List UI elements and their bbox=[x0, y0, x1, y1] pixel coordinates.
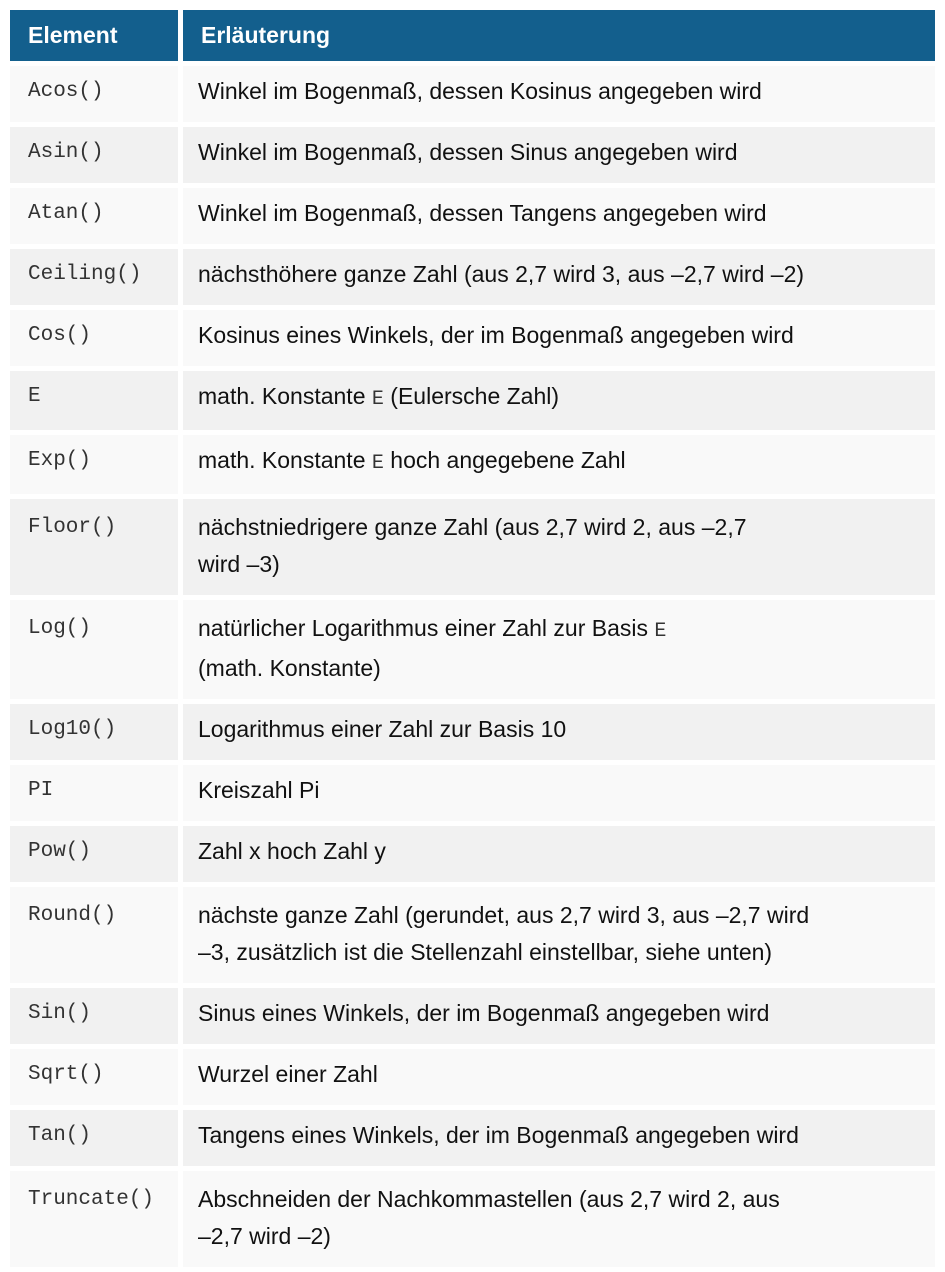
table-row bbox=[10, 371, 935, 430]
table-row bbox=[10, 826, 935, 882]
explanation-text: math. Konstante bbox=[198, 447, 372, 473]
explanation-text: Kreiszahl Pi bbox=[198, 777, 320, 803]
explanation-text: math. Konstante bbox=[198, 383, 372, 409]
explanation-cell bbox=[183, 765, 935, 821]
explanation-cell bbox=[183, 499, 935, 595]
explanation-cell bbox=[183, 310, 935, 366]
table-body bbox=[10, 66, 935, 1267]
table-row bbox=[10, 704, 935, 760]
explanation-cell bbox=[183, 988, 935, 1044]
explanation-cell bbox=[183, 127, 935, 183]
table-row bbox=[10, 1171, 935, 1267]
table-row bbox=[10, 499, 935, 595]
element-cell: Acos() bbox=[10, 66, 178, 122]
explanation-cell bbox=[183, 435, 935, 494]
explanation-cell bbox=[183, 826, 935, 882]
table-row bbox=[10, 988, 935, 1044]
element-cell: Tan() bbox=[10, 1110, 178, 1166]
code-constant: E bbox=[371, 452, 384, 475]
explanation-text: Winkel im Bogenmaß, dessen Sinus angegeben wird bbox=[198, 139, 738, 165]
table-row bbox=[10, 188, 935, 244]
table-row bbox=[10, 887, 935, 983]
explanation-cell bbox=[183, 600, 935, 699]
element-cell: Pow() bbox=[10, 826, 178, 882]
code-constant: E bbox=[654, 620, 667, 643]
table-row bbox=[10, 310, 935, 366]
table-row bbox=[10, 765, 935, 821]
header-explanation: Erläuterung bbox=[183, 10, 935, 61]
explanation-text: natürlicher Logarithmus einer Zahl zur Basis bbox=[198, 615, 655, 641]
table-row bbox=[10, 1110, 935, 1166]
explanation-text: nächstniedrigere ganze Zahl (aus 2,7 wird 2, aus –2,7 wird –3) bbox=[198, 514, 747, 577]
element-cell: Log10() bbox=[10, 704, 178, 760]
explanation-text: nächsthöhere ganze Zahl (aus 2,7 wird 3, aus –2,7 wird –2) bbox=[198, 261, 805, 287]
explanation-cell bbox=[183, 1110, 935, 1166]
explanation-text: (math. Konstante) bbox=[198, 655, 381, 681]
explanation-cell bbox=[183, 1171, 935, 1267]
table-row bbox=[10, 127, 935, 183]
element-cell: Asin() bbox=[10, 127, 178, 183]
explanation-cell bbox=[183, 371, 935, 430]
table-row bbox=[10, 435, 935, 494]
explanation-text: Zahl x hoch Zahl y bbox=[198, 838, 386, 864]
element-cell: Sin() bbox=[10, 988, 178, 1044]
explanation-cell bbox=[183, 249, 935, 305]
element-cell: Cos() bbox=[10, 310, 178, 366]
element-cell: PI bbox=[10, 765, 178, 821]
explanation-cell bbox=[183, 66, 935, 122]
explanation-text: Kosinus eines Winkels, der im Bogenmaß angegeben wird bbox=[198, 322, 794, 348]
explanation-text: (Eulersche Zahl) bbox=[383, 383, 560, 409]
explanation-text: Logarithmus einer Zahl zur Basis 10 bbox=[198, 716, 567, 742]
element-cell: Ceiling() bbox=[10, 249, 178, 305]
explanation-text: Winkel im Bogenmaß, dessen Kosinus angegeben wird bbox=[198, 78, 762, 104]
explanation-text: Winkel im Bogenmaß, dessen Tangens angegeben wird bbox=[198, 200, 767, 226]
header-element: Element bbox=[10, 10, 178, 61]
element-cell: Log() bbox=[10, 600, 178, 699]
element-cell: Exp() bbox=[10, 435, 178, 494]
element-cell: Sqrt() bbox=[10, 1049, 178, 1105]
element-cell: Floor() bbox=[10, 499, 178, 595]
table-row bbox=[10, 66, 935, 122]
explanation-text: Wurzel einer Zahl bbox=[198, 1061, 378, 1087]
code-constant: E bbox=[371, 388, 384, 411]
element-cell: E bbox=[10, 371, 178, 430]
explanation-text: Abschneiden der Nachkommastellen (aus 2,7 wird 2, aus –2,7 wird –2) bbox=[198, 1186, 780, 1249]
explanation-cell bbox=[183, 704, 935, 760]
explanation-cell bbox=[183, 1049, 935, 1105]
element-cell: Truncate() bbox=[10, 1171, 178, 1267]
element-cell: Round() bbox=[10, 887, 178, 983]
explanation-text: hoch angegebene Zahl bbox=[383, 447, 626, 473]
explanation-text: nächste ganze Zahl (gerundet, aus 2,7 wird 3, aus –2,7 wird –3, zusätzlich ist die Stellenzahl einstellbar, siehe unten) bbox=[198, 902, 810, 965]
table-row bbox=[10, 600, 935, 699]
math-functions-table bbox=[5, 5, 940, 1272]
explanation-cell bbox=[183, 188, 935, 244]
explanation-text: Sinus eines Winkels, der im Bogenmaß angegeben wird bbox=[198, 1000, 770, 1026]
element-cell: Atan() bbox=[10, 188, 178, 244]
explanation-text: Tangens eines Winkels, der im Bogenmaß angegeben wird bbox=[198, 1122, 799, 1148]
explanation-cell bbox=[183, 887, 935, 983]
table-header-row bbox=[10, 10, 935, 61]
table-row bbox=[10, 1049, 935, 1105]
table-row bbox=[10, 249, 935, 305]
